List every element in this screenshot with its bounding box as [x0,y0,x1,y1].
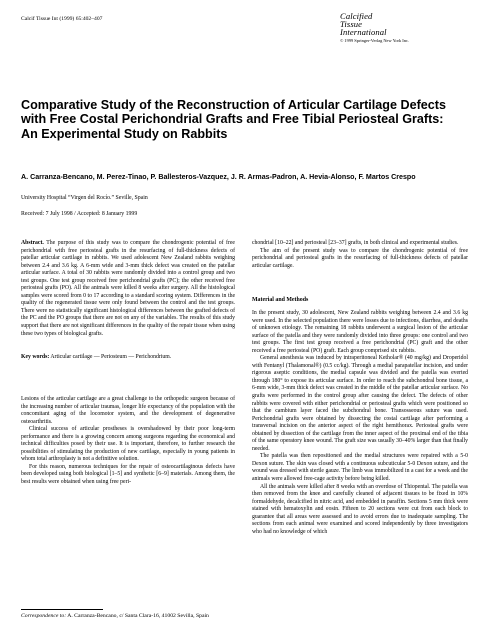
abstract-text: The purpose of this study was to compare the chondrogenic potential of free perichondrial with free periosteal grafts in the resurfacing of full-thickness defects of patellar articular cartilage in rabbits. We used adolescent New Zealand rabbits weighing between 2.4 and 3.6 kg. A 6-mm wide and 3-mm thick defect was created on the patellar articular surface. A total of 30 rabbits were randomly divided into a control group and two test groups. One test group received free perichondrial grafts (PC); the other received free periosteal grafts (PO). All the animals were killed 8 weeks after surgery. All the histological samples were scored from 0 to 17 according to a standard scoring system. Differences in the quality of the regenerated tissue were only found between the control and the test groups. There were no statistically significant histological differences between the grafted defects of the PC and the PO groups that there are not on any of the variables. The results of this study support that there are not significant differences in the quality of the repair tissue when using these two types of biological grafts. [21,240,235,337]
affiliation: University Hospital “Virgen del Rocío.” Seville, Spain [21,195,148,201]
correspondence-footnote [21,613,235,620]
abstract [21,240,235,338]
intro-paragraph: Clinical success of articular prostheses is overshadowed by their poor long-term performance and there is a growing concern among surgeons regarding the economical and technical difficulties posed by their use. It is important, therefore, to further research the possibilities of stimulating the production of new cartilage, especially in young patients in whom total arthroplasty is not a definitive solution. [21,426,235,463]
introduction [21,396,235,487]
keywords [21,354,235,362]
author-list: A. Carranza-Bencano, M. Perez-Tinao, P. Ballesteros-Vazquez, J. R. Armas-Padron, A. Hevia-Alonso, F. Martos Crespo [21,173,416,181]
intro-paragraph: chondrial [10–22] and periosteal [23–37] grafts, in both clinical and experimental studies. [252,240,459,246]
correspondence-label: Correspondence to: [21,613,67,619]
article-title: Comparative Study of the Reconstruction of Articular Cartilage Defects with Free Costal Perichondrial Grafts and Free Tibial Periosteal Grafts: An Experimental Study on Rabbits [21,98,447,141]
abstract-label: Abstract. [21,240,44,246]
logo-line-tissue: Tissue [340,19,363,29]
logo-line-international: International [340,27,387,37]
footnote-divider [21,609,103,610]
intro-paragraph: The aim of the present study was to compare the chondrogenic potential of free perichondrial and periosteal grafts in the resurfacing of full-thickness defects of patellar articular cartilage. [252,247,468,269]
correspondence-text: A. Carranza-Bencano, c/ Santa Clara-16, 41002 Sevilla, Spain [67,613,209,619]
journal-logo [340,12,468,43]
journal-citation: Calcif Tissue Int (1999) 65:402–407 [21,16,103,22]
keywords-text: Articular cartilage — Periosteum — Perichondrium. [50,354,172,360]
received-accepted-dates: Received: 7 July 1998 / Accepted: 8 January 1999 [21,211,138,217]
intro-paragraph: Lesions of the articular cartilage are a great challenge to the orthopedic surgeon because of the increasing number of articular traumas, longer life expectancy of the population with the concomitant aging of the locomotor system, and the development of degenerative osteoarthritis. [21,396,235,425]
methods-paragraph: All the animals were killed after 8 weeks with an overdose of Thiopental. The patella was then removed from the knee and carefully cleaned of adjacent tissues to be fixed in 10% formaldehyde, decalcified in nitric acid, and embedded in paraffin. Sections 5 mm thick were stained with hematoxylin and eosin. Fifteen to 20 sections were cut from each block to guarantee that all areas were assessed and to avoid errors due to inadequate sampling. The sections from each animal were examined and scored independently by three investigators who had no knowledge of which [252,483,468,535]
intro-paragraph: For this reason, numerous techniques for the repair of osteocartilaginous defects have been developed using both biological [1–5] and synthetic [6–9] materials. Among them, the best results were obtained when using free peri- [21,463,235,486]
methods-paragraph: The patella was then repositioned and the medial structures were repaired with a 5-0 Dexon suture. The skin was closed with a continuous subcuticular 5-0 Dexon suture, and the wound was dressed with sterile gauze. The limb was immobilized in a cast for a week and the animals were allowed free-cage activity before being killed. [252,453,468,483]
copyright-notice: © 1999 Springer-Verlag New York Inc. [340,38,409,43]
section-heading-methods: Material and Methods [252,297,309,303]
introduction-continued [252,240,468,270]
keywords-label: Key words: [21,354,50,360]
methods-body [252,310,468,536]
methods-paragraph: In the present study, 30 adolescent, New Zealand rabbits weighing between 2.4 and 3.6 kg were used. In the selected population there were losses due to infections, diarrhea, and deaths of unknown etiology. The remaining 18 rabbits underwent a surgical lesion of the articular surface of the patella and they were randomly divided into three groups: one control and two test groups. The first test group received a free perichondrial (PC) graft and the other received a free periosteal (PO) graft. Each group comprised six rabbits. [252,310,468,354]
methods-paragraph: General anesthesia was induced by intraperitoneal Ketholar® (40 mg/kg) and Droperidol with Fentanyl (Thalamonal®) (0.5 cc/kg). Through a medial parapatellar incision, and under rigorous aseptic conditions, the medial capsule was divided and the patella was everted through 180° to expose its articular surface. In order to reach the subchondral bone tissue, a 6-mm wide, 3-mm thick defect was created in the middle of the patellar articular surface. No grafts were performed in the control group after causing the defect. The defects of other rabbits were covered with either perichondrial or periosteal grafts which were positioned so that the cambium layer faced the subchondral bone. Transosseous suture was used. Perichondrial grafts were obtained by dissecting the costal cartilage after performing a transversal incision on the anterior aspect of the right hemithorax. Periosteal grafts were obtained by dissection of the cartilage from the inner aspect of the proximal end of the tibia of the same operatory knee wound. The graft size was usually 30–40% larger than that finally needed. [252,355,468,452]
logo-line-calcified: Calcified [340,11,373,21]
